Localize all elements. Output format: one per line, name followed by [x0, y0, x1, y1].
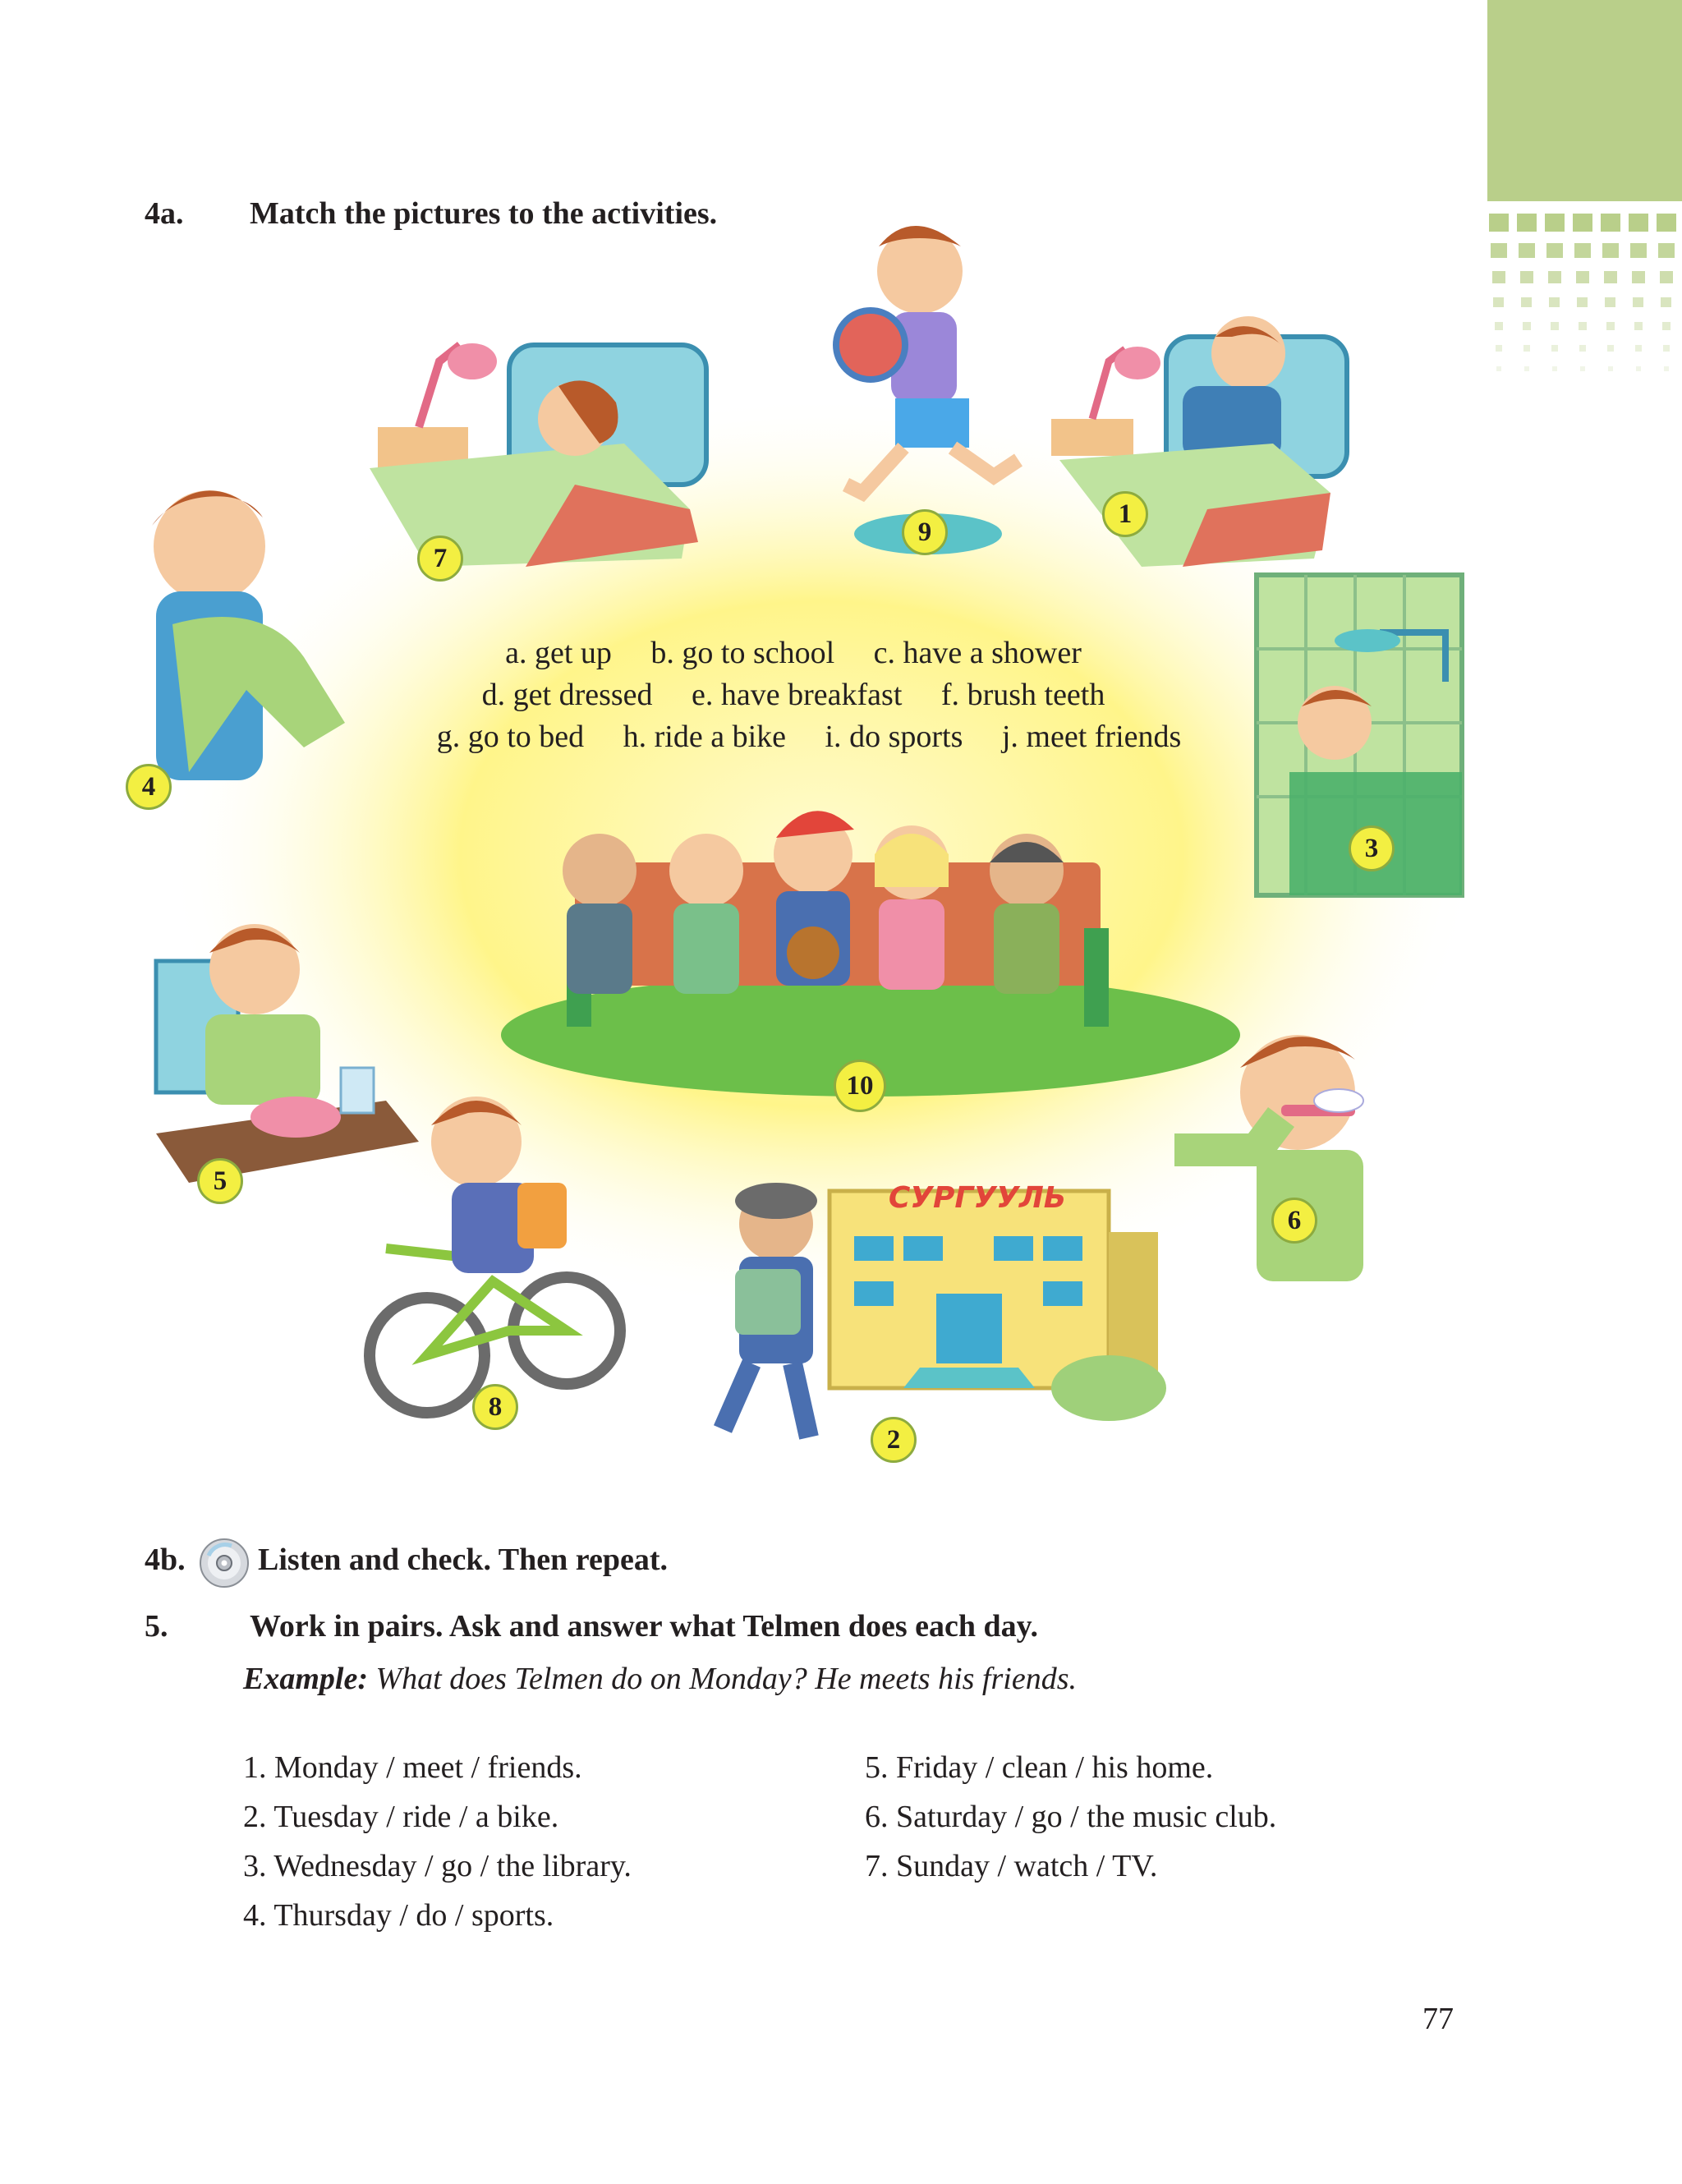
- activity-a: a. get up: [505, 636, 612, 670]
- exercise-4a-number: 4a.: [145, 196, 184, 231]
- picture-going-to-school: [723, 1183, 1166, 1437]
- picture-number-7: 7: [417, 536, 463, 582]
- picture-number-1: 1: [1102, 491, 1148, 537]
- list-item: 6. Saturday / go / the music club.: [865, 1800, 1277, 1834]
- list-item: 1. Monday / meet / friends.: [243, 1750, 582, 1785]
- list-item: 7. Sunday / watch / TV.: [865, 1849, 1158, 1883]
- decorative-dot-grid: [1487, 212, 1682, 401]
- page-corner-tab: [1487, 0, 1682, 201]
- activity-e: e. have breakfast: [692, 678, 903, 712]
- example-label: Example:: [243, 1662, 368, 1696]
- list-item: 5. Friday / clean / his home.: [865, 1750, 1214, 1785]
- picture-going-to-bed: [370, 343, 706, 567]
- activity-i: i. do sports: [825, 720, 963, 754]
- exercise-5-instruction: Work in pairs. Ask and answer what Telmen does each day.: [250, 1609, 1039, 1644]
- list-item: 3. Wednesday / go / the library.: [243, 1849, 632, 1883]
- exercise-5-list-right: [865, 1743, 1276, 1891]
- exercise-5-example: [243, 1661, 1077, 1697]
- example-text: What does Telmen do on Monday? He meets his friends.: [375, 1662, 1077, 1696]
- picture-number-5: 5: [197, 1158, 243, 1204]
- picture-number-9: 9: [902, 509, 948, 555]
- activity-g: g. go to bed: [436, 720, 585, 754]
- activity-j: j. meet friends: [1001, 720, 1182, 754]
- activities-illustration: [0, 197, 1487, 1528]
- picture-number-10: 10: [834, 1060, 886, 1112]
- activity-d: d. get dressed: [481, 678, 653, 712]
- exercise-4b-heading: [145, 1542, 186, 1578]
- cd-icon[interactable]: [199, 1538, 250, 1589]
- picture-number-6: 6: [1271, 1198, 1317, 1244]
- exercise-4a-instruction: Match the pictures to the activities.: [250, 196, 718, 231]
- activity-b: b. go to school: [650, 636, 835, 670]
- exercise-5-list-left: [243, 1743, 632, 1940]
- activities-list: [402, 632, 1216, 758]
- exercise-4b-instruction: Listen and check. Then repeat.: [258, 1543, 668, 1577]
- picture-number-2: 2: [871, 1417, 917, 1463]
- picture-number-3: 3: [1349, 825, 1395, 871]
- picture-number-4: 4: [126, 764, 172, 810]
- activity-f: f. brush teeth: [940, 678, 1105, 712]
- page-number: 77: [1422, 2002, 1454, 2036]
- exercise-5-number: 5.: [145, 1609, 168, 1644]
- activity-c: c. have a shower: [873, 636, 1082, 670]
- list-item: 2. Tuesday / ride / a bike.: [243, 1800, 559, 1834]
- exercise-4b-number: 4b.: [145, 1543, 186, 1577]
- school-sign: СУРГУУЛЬ: [888, 1181, 1067, 1215]
- picture-number-8: 8: [472, 1384, 518, 1430]
- exercise-5-heading: [145, 1608, 1038, 1644]
- activity-h: h. ride a bike: [623, 720, 786, 754]
- list-item: 4. Thursday / do / sports.: [243, 1898, 554, 1933]
